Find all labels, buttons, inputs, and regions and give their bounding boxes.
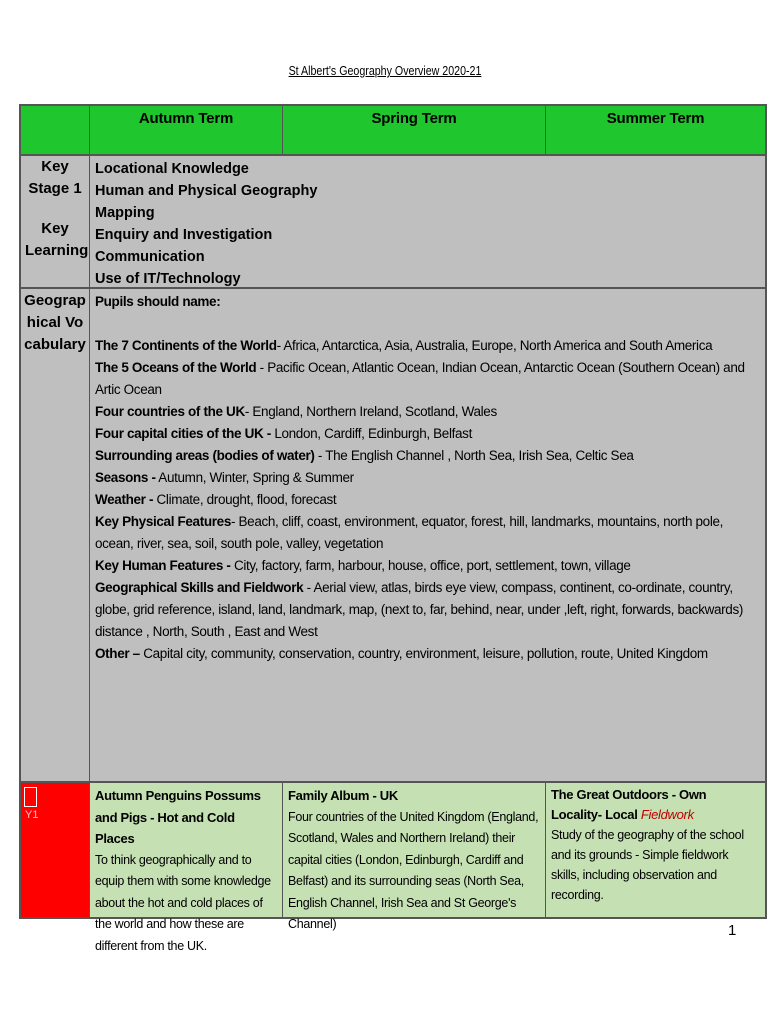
header-corner-cell (19, 104, 90, 156)
year1-autumn-title: Autumn Penguins Possums and Pigs - Hot and Cold Places (95, 788, 261, 846)
vocabulary-row (95, 555, 759, 577)
key-learning-item: Enquiry and Investigation (95, 227, 273, 243)
vocabulary-text: - Africa, Antarctica, Asia, Australia, Europe, North America and South America (276, 338, 713, 353)
year1-summer-cell (546, 781, 767, 919)
vocabulary-label: Geographical Vocabulary (24, 292, 86, 353)
checkbox-icon[interactable] (24, 787, 37, 807)
key-learning-cell (90, 156, 767, 288)
vocabulary-text: City, factory, farm, harbour, house, office, port, settlement, town, village (230, 558, 631, 573)
year1-spring-cell (283, 781, 546, 931)
vocabulary-row (95, 335, 759, 357)
page-number: 1 (728, 922, 737, 939)
vocabulary-term: Key Human Features - (95, 558, 231, 573)
vocabulary-text: Capital city, community, conservation, country, environment, leisure, pollution, route, United Kingdom (139, 646, 708, 661)
vocabulary-intro: Pupils should name: (95, 294, 221, 309)
year1-label-cell (19, 781, 90, 919)
key-learning-item: Communication (95, 249, 205, 265)
key-learning-item: Human and Physical Geography (95, 183, 318, 199)
vocabulary-row (95, 445, 759, 467)
vocabulary-term: The 7 Continents of the World (95, 338, 277, 353)
vocabulary-row (95, 401, 759, 423)
year1-label: Y1 (25, 809, 39, 821)
key-learning-item: Use of IT/Technology (95, 271, 241, 287)
header-summer: Summer Term (606, 110, 705, 127)
vocabulary-term: Weather - (95, 492, 154, 507)
header-spring-cell (283, 104, 546, 156)
header-autumn-cell (90, 104, 283, 156)
header-autumn: Autumn Term (138, 110, 234, 127)
year1-autumn-text: To think geographically and to equip them with some knowledge about the hot and cold places of the world and how these are different from the UK. (95, 852, 271, 953)
key-learning-label: Key Learning (25, 220, 89, 259)
vocabulary-term: Seasons - (95, 470, 156, 485)
year1-autumn-cell (90, 781, 283, 953)
vocabulary-text: Autumn, Winter, Spring & Summer (155, 470, 354, 485)
year1-summer-text: Study of the geography of the school and its grounds - Simple fieldwork skills, including observation and recording. (551, 828, 744, 902)
vocabulary-text: - Beach, cliff, coast, environment, equator, forest, hill, landmarks, mountains, north pole, ocean, river, sea, soil, south pole, valley, vegetation (95, 514, 724, 551)
vocabulary-text: Climate, drought, flood, forecast (153, 492, 337, 507)
header-summer-cell (546, 104, 767, 156)
vocabulary-text: - Aerial view, atlas, birds eye view, compass, continent, co-ordinate, country, globe, grid reference, island, land, landmark, map, (next to, far, behind, near, under ,left, right, forwards, backwards) distance , North, South , East and West (95, 580, 744, 639)
vocabulary-text: - England, Northern Ireland, Scotland, Wales (244, 404, 497, 419)
vocabulary-row (95, 577, 759, 643)
year1-summer-title: The Great Outdoors - Own Locality- Local (551, 787, 707, 822)
vocabulary-term: Other – (95, 646, 140, 661)
vocabulary-row (95, 467, 759, 489)
key-stage-label: Key Stage 1 (28, 158, 82, 197)
vocabulary-term: Four capital cities of the UK - (95, 426, 271, 441)
year1-spring-title: Family Album - UK (288, 788, 398, 803)
document-title: St Albert's Geography Overview 2020-21 (288, 63, 482, 78)
vocabulary-term: The 5 Oceans of the World (95, 360, 257, 375)
key-learning-item: Locational Knowledge (95, 161, 249, 177)
year1-summer-fieldwork: Fieldwork (640, 807, 694, 822)
key-stage-label-cell (19, 156, 90, 288)
vocabulary-row (95, 489, 759, 511)
vocabulary-text: London, Cardiff, Edinburgh, Belfast (270, 426, 472, 441)
vocabulary-label-cell (19, 287, 90, 782)
vocabulary-term: Geographical Skills and Fieldwork (95, 580, 304, 595)
vocabulary-row (95, 357, 759, 401)
vocabulary-term: Surrounding areas (bodies of water) (95, 448, 315, 463)
vocabulary-term: Key Physical Features (95, 514, 231, 529)
vocabulary-list (95, 335, 759, 665)
vocabulary-term: Four countries of the UK (95, 404, 245, 419)
year1-spring-text: Four countries of the United Kingdom (England, Scotland, Wales and Northern Ireland) their capital cities (London, Edinburgh, Cardiff and Belfast) and its surrounding seas (North Sea, English Channel, Irish Sea and St George's Channel) (288, 809, 539, 931)
key-learning-item: Mapping (95, 205, 155, 221)
vocabulary-text: - Pacific Ocean, Atlantic Ocean, Indian Ocean, Antarctic Ocean (Southern Ocean) and Artic Ocean (95, 360, 745, 397)
vocabulary-row (95, 643, 759, 665)
key-learning-list (90, 156, 765, 290)
vocabulary-row (95, 423, 759, 445)
vocabulary-row (95, 511, 759, 555)
vocabulary-cell (90, 287, 767, 782)
header-spring: Spring Term (371, 110, 457, 127)
vocabulary-text: - The English Channel , North Sea, Irish Sea, Celtic Sea (314, 448, 634, 463)
